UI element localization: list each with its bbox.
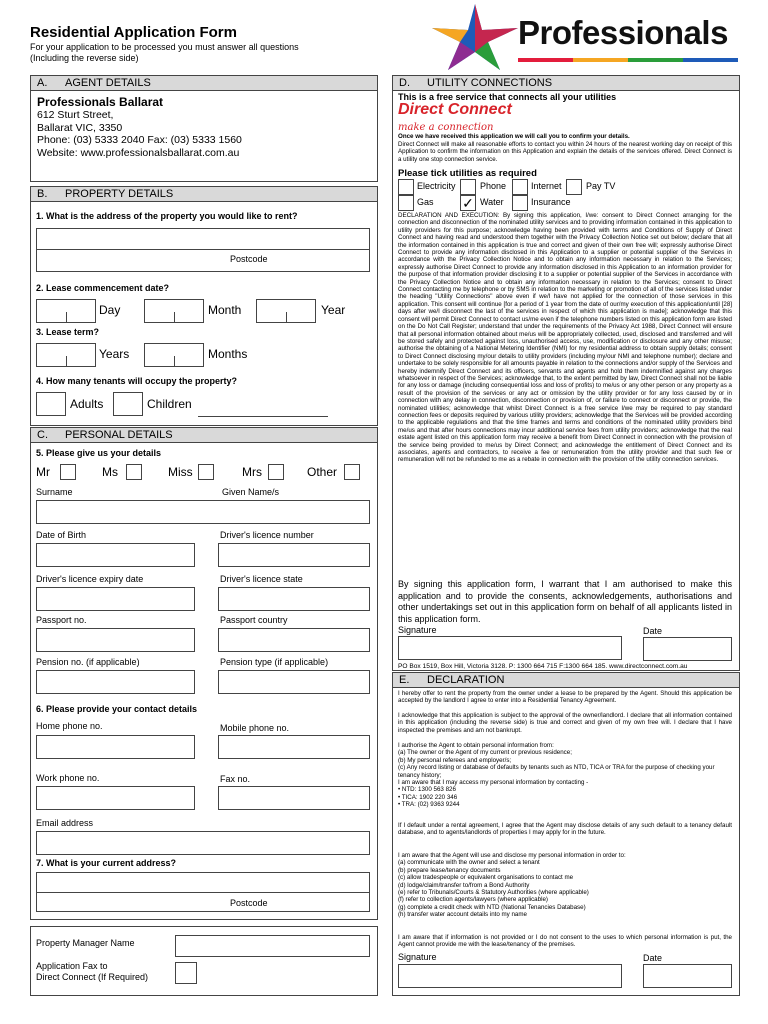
declaration-paragraph-5-line: (g) complete a credit check with NTD (National Tenancies Database): [398, 903, 586, 911]
declaration-paragraph-4: If I default under a rental agreement, I agree that the Agent may disclose details of any such default to a tenancy default database, and to agents/landlords of properties I may apply for in the future.: [398, 822, 732, 837]
pension-type-field[interactable]: [218, 670, 370, 694]
passport-no-label: Passport no.: [36, 615, 87, 625]
declaration-paragraph-5: [398, 852, 732, 919]
gas-label: Gas: [417, 197, 434, 207]
star-logo-icon: [430, 2, 520, 72]
email-label: Email address: [36, 818, 94, 828]
subtitle-line-2: (Including the reverse side): [30, 53, 139, 63]
adults-count-field[interactable]: [36, 392, 66, 416]
declaration-paragraph-3: [398, 742, 732, 809]
gas-checkbox[interactable]: [398, 195, 414, 211]
water-label: Water: [480, 197, 504, 207]
form-subtitle: [30, 42, 360, 64]
declaration-paragraph-1: I hereby offer to rent the property from the owner under a lease to be prepared by the Agent. Should this application be accepted by the landlord I agree to enter into a Residential Tenancy Agreement.: [398, 690, 732, 705]
title-other-checkbox[interactable]: [344, 464, 360, 480]
internet-checkbox[interactable]: [512, 179, 528, 195]
intro-text: Direct Connect will make all reasonable efforts to contact you within 24 hours of the nearest working day on receipt of this Application to confirm the information on this Application and explain the details of the services offered. Direct Connect is a utility one stop connection service.: [398, 141, 732, 163]
professionals-logo-text: Professionals: [518, 14, 728, 51]
question-2: 2. Lease commencement date?: [36, 283, 170, 293]
month-label: Month: [208, 303, 242, 317]
warrant-text: By signing this application form, I warrant that I am authorised to make this application and to provide the consents, acknowledgements, authorisations and other undertakings set out in this application form on behalf of all applicants listed in this application form.: [398, 579, 732, 624]
licence-expiry-label: Driver's licence expiry date: [36, 574, 144, 584]
section-a-header: A. AGENT DETAILS: [31, 76, 377, 91]
fax-direct-connect-label-line: Direct Connect (If Required): [36, 972, 149, 982]
utility-signature-field[interactable]: [398, 636, 622, 660]
home-phone-field[interactable]: [36, 735, 195, 759]
title-mr-label: Mr: [36, 465, 50, 479]
declaration-signature-label: Signature: [398, 952, 437, 962]
current-postcode-label: Postcode: [230, 898, 268, 908]
logo-color-bar: [518, 58, 738, 62]
agent-name: Professionals Ballarat: [37, 95, 164, 109]
declaration-paragraph-3-line: • TRA: (02) 9363 9244: [398, 801, 460, 809]
declaration-execution-text: DECLARATION AND EXECUTION: By signing this application, I/we: consent to Direct Connect arranging for the connection and disconnection of the nominated utility services and to providing information contained in this application to utility providers for this purpose; acknowledge having been provided with terms and Conditions of Supply of Direct Connect and having read and understood them together with the Privacy Collection Notice set out below; declare that all the information contained in this application is true and correct and given of their own free will; expressly authorise Direct Connect to provide any information disclosed in this Application to a supplier or potential supplier of the Services in accordance with the Privacy Collection Notice and to obtain any information necessary in relation to the Services; expressly authorise Direct Connect to provide any information disclosed in this Application to an information provider for the purpose of that information provider disclosing it to a supplier or potential supplier of the Services in accordance with the Privacy Collection Notice and to obtain any information necessary in relation to the Services; consent to Direct Connect contacting me by telephone or by SMS in relation to the marketing or promotion of all of the services listed under the heading "Utility Connections" above even if we/I have not applied for the connection of those services in this application. This consent will continue [for a period of 1 year from the date of our/my execution of this application/until [28] days after we/I disconnect the last of the services in respect of which this application is made]; acknowledge that this consent will permit Direct Connect to contact us/me even if the telephone numbers listed on this application form are listed on the Do Not Call Register; understand that under the requirements of the Privacy Act 1988, Direct Connect will ensure that all personal information obtained about me/us will be appropriately collected, used, disclosed and transferred and will be stored safely and protected against loss, unauthorised access, use, modification or disclosure and any other misuse; authorise the obtaining of a National Metering Identifier (NMI) for my residential address to obtain supply details; consent to Direct Connect disclosing my/our details to utility providers (including my/our NMI and telephone number); declare and undertake to be solely responsible for all amounts payable in relation to the connections and/or supply of the Services and hereby indemnify Direct Connect and its officers, servants and agents and hold them indemnified against any charges whatsoever in respect of the Services; acknowledge that, to the extent permitted by law, Direct Connect shall not be liable for any loss or damage (including consequential loss and loss of profits) to me/us or any other person or any property as a result of the provision of the services or any act or omission by the utility provider or for any loss caused by or in connection with any delay in connection, disconnection or provision of, or failure to connect or disconnect or provide, the nominated utilities; acknowledge that whilst Direct Connect is a free service I/we may be required to pay standard connection fees or deposits required by various utility providers; acknowledge that the Services will be provided according to the applicable regulations and that the time frames and terms and conditions of the nominated utility providers bind me/us and that after hours connections may incur additional service fees from utility providers; acknowledge that the real estate agent listed on this application form may receive a benefit from Direct Connect in connection with the provision of the service being provided to me/us by Direct Connect; and acknowledge the entitlement of Direct Connect and its associates, agents and contractors, to receive a fee or remuneration from the utility provider and that such fee or remuneration will not be refunded to me as a rebate in connection with the provision of the utility connection services.: [398, 212, 732, 464]
question-1: 1. What is the address of the property you would like to rent?: [36, 211, 298, 221]
licence-number-field[interactable]: [218, 543, 370, 567]
dob-label: Date of Birth: [36, 530, 87, 540]
declaration-paragraph-2: I acknowledge that this application is subject to the approval of the owner/landlord. I declare that all information contained in this application (including the reverse side) is true and correct and given of my own free will. I declare that I have inspected the premises and am not bankrupt.: [398, 712, 732, 734]
children-label: Children: [147, 397, 192, 411]
title-ms-checkbox[interactable]: [126, 464, 142, 480]
divider: [66, 312, 67, 322]
title-miss-checkbox[interactable]: [198, 464, 214, 480]
pension-no-field[interactable]: [36, 670, 195, 694]
declaration-paragraph-3-line: (b) My personal referees and employer/s;: [398, 756, 512, 764]
tick-utilities-heading: Please tick utilities as required: [398, 168, 537, 179]
property-manager-label: Property Manager Name: [36, 938, 135, 948]
agent-address-1: 612 Sturt Street,: [37, 109, 114, 121]
water-checkbox[interactable]: ✓: [460, 195, 476, 211]
divider: [66, 356, 67, 366]
utility-signature-label: Signature: [398, 625, 437, 635]
agent-address-2: Ballarat VIC, 3350: [37, 121, 123, 134]
declaration-paragraph-5-line: (c) allow tradespeople or equivalent organisations to contact me: [398, 874, 574, 882]
fax-direct-connect-label: [36, 961, 148, 983]
title-ms-label: Ms: [102, 465, 118, 479]
pension-type-label: Pension type (if applicable): [220, 657, 329, 667]
year-label: Year: [321, 303, 346, 317]
declaration-date-label: Date: [643, 953, 663, 963]
utility-date-field[interactable]: [643, 637, 732, 661]
direct-connect-tagline: make a connection: [398, 122, 494, 133]
declaration-paragraph-3-line: (a) The owner or the Agent of my current or previous residence;: [398, 749, 572, 757]
title-mrs-checkbox[interactable]: [268, 464, 284, 480]
intro-bold: Once we have received this application we will call you to confirm your details.: [398, 133, 630, 140]
divider: [174, 356, 175, 366]
title-mr-checkbox[interactable]: [60, 464, 76, 480]
divider: [174, 312, 175, 322]
fax-direct-connect-checkbox[interactable]: [175, 962, 197, 984]
months-label: Months: [208, 347, 248, 361]
insurance-label: Insurance: [531, 197, 571, 207]
question-3: 3. Lease term?: [36, 327, 100, 337]
fax-direct-connect-label-line: Application Fax to: [36, 961, 108, 971]
declaration-paragraph-5-line: I am aware that the Agent will use and disclose my personal information in order to:: [398, 852, 626, 859]
agent-phone: Phone: (03) 5333 2040 Fax: (03) 5333 1560: [37, 134, 242, 146]
pay-tv-label: Pay TV: [586, 181, 616, 191]
day-label: Day: [99, 303, 121, 317]
phone-checkbox[interactable]: [460, 179, 476, 195]
current-address-field[interactable]: [36, 872, 370, 912]
name-field[interactable]: [36, 500, 370, 524]
phone-label: Phone: [480, 181, 507, 191]
form-title: Residential Application Form: [30, 24, 237, 41]
pay-tv-checkbox[interactable]: [566, 179, 582, 195]
electricity-checkbox[interactable]: [398, 179, 414, 195]
declaration-paragraph-5-line: (h) transfer water account details into my name: [398, 911, 527, 919]
licence-expiry-field[interactable]: [36, 587, 195, 611]
insurance-checkbox[interactable]: [512, 195, 528, 211]
section-b-header: B. PROPERTY DETAILS: [31, 187, 377, 202]
declaration-paragraph-6: I am aware that if information is not provided or I do not consent to the uses to which personal information is put, the Agent cannot provide me with the lease/tenancy of the premises.: [398, 934, 732, 949]
fax-field[interactable]: [218, 786, 370, 810]
pension-no-label: Pension no. (if applicable): [36, 657, 140, 667]
address-line: [37, 873, 369, 893]
declaration-paragraph-5-line: (b) prepare lease/tenancy documents: [398, 866, 501, 874]
fax-label: Fax no.: [220, 774, 251, 784]
utility-date-label: Date: [643, 626, 663, 636]
question-4: 4. How many tenants will occupy the property?: [36, 376, 238, 386]
licence-state-field[interactable]: [218, 587, 370, 611]
question-6: 6. Please provide your contact details: [36, 704, 198, 714]
internet-label: Internet: [531, 181, 562, 191]
question-7: 7. What is your current address?: [36, 858, 177, 868]
declaration-paragraph-5-line: (f) refer to collection agents/lawyers (where applicable): [398, 896, 548, 904]
section-e-header: E. DECLARATION: [393, 673, 739, 688]
title-mrs-label: Mrs: [242, 465, 262, 479]
work-phone-label: Work phone no.: [36, 773, 100, 783]
electricity-label: Electricity: [417, 181, 456, 191]
email-field[interactable]: [36, 831, 370, 855]
years-label: Years: [99, 347, 130, 361]
property-address-field[interactable]: [36, 228, 370, 272]
section-c-header: C. PERSONAL DETAILS: [31, 428, 377, 443]
title-miss-label: Miss: [168, 465, 193, 479]
postcode-label: Postcode: [230, 254, 268, 264]
declaration-paragraph-3-line: • NTD: 1300 563 826: [398, 786, 456, 794]
mobile-phone-field[interactable]: [218, 735, 370, 759]
declaration-paragraph-3-line: • TICA: 1902 220 346: [398, 793, 458, 801]
passport-country-field[interactable]: [218, 628, 370, 652]
divider: [286, 312, 287, 322]
declaration-paragraph-5-line: (e) refer to Tribunals/Courts & Statutory Authorities (where applicable): [398, 889, 589, 897]
direct-connect-footer: PO Box 1519, Box Hill, Victoria 3128. P: 1300 664 715 F:1300 664 185. www.directconnect.com.au: [398, 663, 688, 670]
adults-label: Adults: [70, 397, 104, 411]
declaration-paragraph-5-line: (d) lodge/claim/transfer to/from a Bond Authority: [398, 881, 530, 889]
property-manager-field[interactable]: [175, 935, 370, 957]
declaration-paragraph-3-line: I am aware that I may access my personal information by contacting -: [398, 779, 589, 787]
declaration-paragraph-3-line: (c) Any record listing or database of defaults by tenants such as NTD, TICA or TRA for the purpose of checking your tenancy history;: [398, 764, 715, 779]
declaration-paragraph-5-line: (a) communicate with the owner and select a tenant: [398, 859, 540, 867]
title-other-label: Other: [307, 465, 338, 479]
section-agent-details: [30, 75, 378, 182]
licence-state-label: Driver's licence state: [220, 574, 303, 584]
address-line: [37, 229, 369, 250]
home-phone-label: Home phone no.: [36, 721, 103, 731]
section-d-header: D. UTILITY CONNECTIONS: [393, 76, 739, 91]
declaration-paragraph-3-line: I authorise the Agent to obtain personal information from:: [398, 742, 554, 749]
mobile-phone-label: Mobile phone no.: [220, 723, 290, 733]
work-phone-field[interactable]: [36, 786, 195, 810]
children-count-field[interactable]: [113, 392, 143, 416]
direct-connect-logo: Direct Connect: [398, 101, 512, 118]
free-service-text: This is a free service that connects all your utilities: [398, 92, 617, 102]
subtitle-line-1: For your application to be processed you must answer all questions: [30, 42, 299, 52]
dob-field[interactable]: [36, 543, 195, 567]
question-5: 5. Please give us your details: [36, 448, 162, 458]
children-ages-line[interactable]: [198, 416, 328, 417]
licence-number-label: Driver's licence number: [220, 530, 314, 540]
surname-label: Surname: [36, 487, 73, 497]
given-names-label: Given Name/s: [222, 487, 280, 497]
passport-no-field[interactable]: [36, 628, 195, 652]
declaration-signature-field[interactable]: [398, 964, 622, 988]
agent-website: Website: www.professionalsballarat.com.au: [37, 146, 240, 159]
declaration-date-field[interactable]: [643, 964, 732, 988]
passport-country-label: Passport country: [220, 615, 288, 625]
